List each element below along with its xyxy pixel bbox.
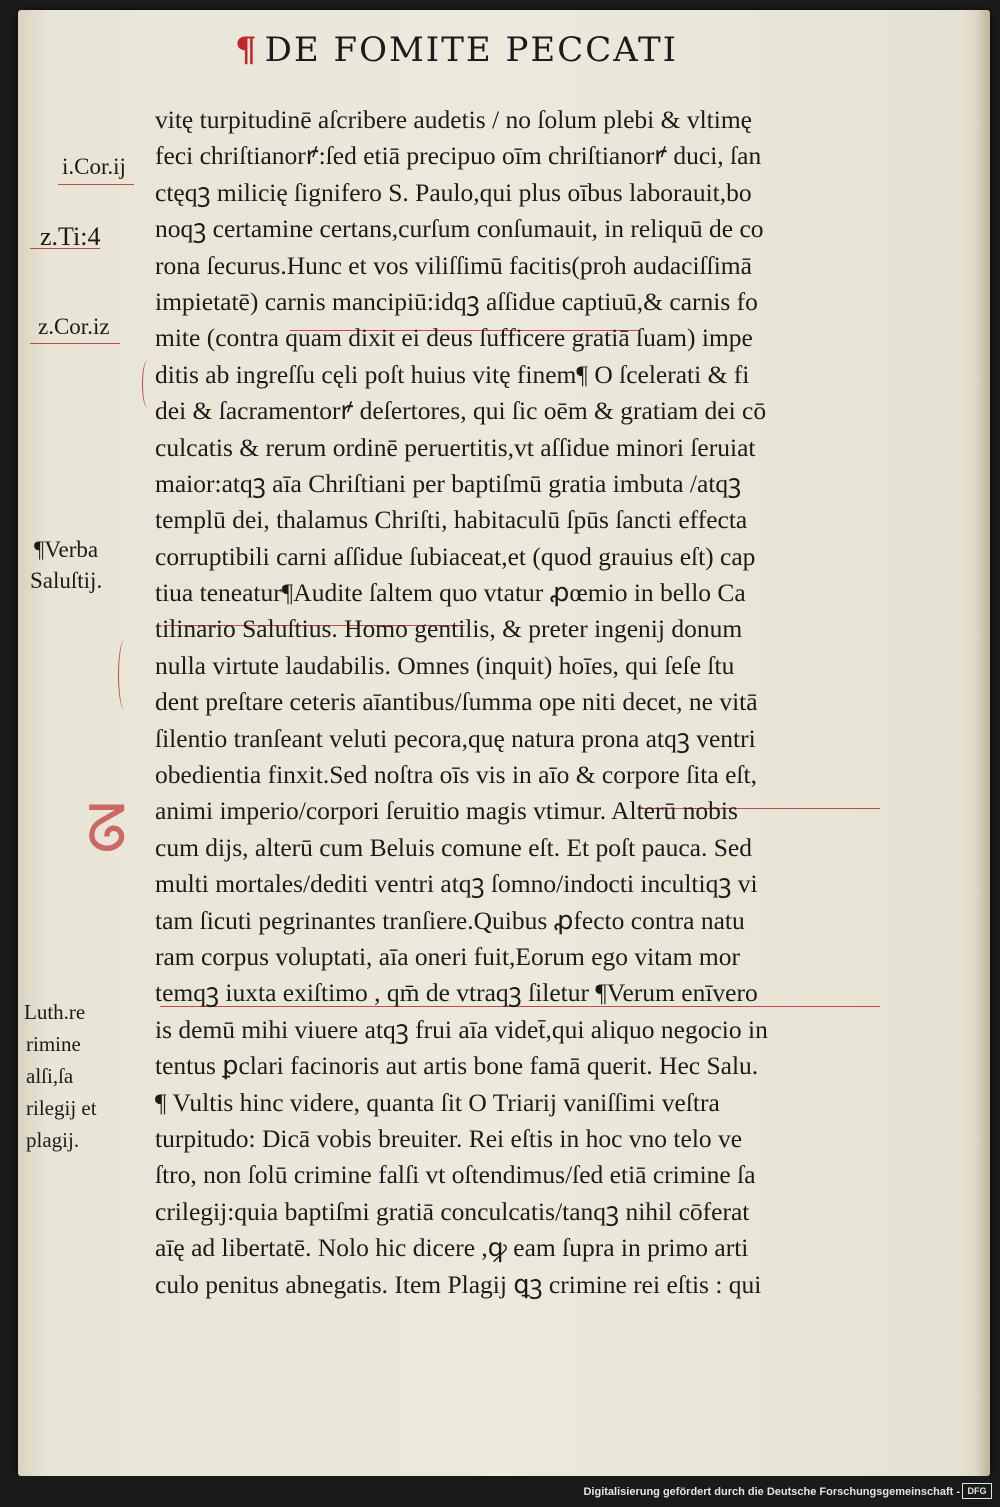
margin-note-cor-1: i.Cor.ij — [62, 154, 126, 179]
margin-note-luth: Luth.re — [24, 1000, 86, 1024]
text-line: tiua teneatur¶Audite ſaltem quo vtatur ꝓœmio in bello Ca — [155, 578, 746, 608]
dfg-logo: DFG — [962, 1483, 992, 1499]
text-line: multi mortales/dediti ventri atqꝫ ſomno/indocti incultiqꝫ vi — [155, 869, 758, 899]
footer-credit: Digitalisierung gefördert durch die Deutsche Forschungsgemeinschaft - — [583, 1486, 960, 1498]
text-line: tilinario Saluſtius. Homo gentilis, & preter ingenij donum — [155, 614, 743, 644]
text-line: ditis ab ingreſſu cęli poſt huius vitę finem¶ O ſcelerati & fi — [155, 359, 750, 389]
text-line: ¶ Vultis hinc videre, quanta ſit O Triarij vaniſſimi veſtra — [155, 1087, 720, 1117]
text-line: is demū mihi viuere atqꝫ frui aīa videt̄,qui aliquo negocio in — [155, 1014, 768, 1044]
text-line: turpitudo: Dicā vobis breuiter. Rei eſtis in hoc vno telo ve — [155, 1123, 743, 1153]
text-line: culcatis & rerum ordinē peruertitis,vt aſſidue minori ſeruiat — [155, 432, 756, 462]
footer-bar — [0, 1476, 1000, 1507]
text-line: aīę ad libertatē. Nolo hic dicere ,ꝙ eam ſupra in primo arti — [155, 1233, 749, 1263]
text-line: vitę turpitudinē aſcribere audetis / no ſolum plebi & vltimę — [155, 105, 752, 134]
text-line: obedientia finxit.Sed noſtra oīs vis in aīo & corpore ſita eſt, — [155, 760, 757, 790]
text-line: impietatē) carnis mancipiū:idqꝫ aſſidue captiuū,& carnis fo — [155, 286, 758, 316]
text-line: dei & ſacramentorꝵ deſertores, qui ſic oēm & gratiam dei cō — [155, 396, 767, 426]
text-line: ctęqꝫ milicię ſignifero S. Paulo,qui plus oībus laborauit,bo — [155, 177, 752, 207]
margin-note-verba: ¶Verba — [34, 537, 99, 562]
page-edge-shadow — [976, 10, 990, 1476]
text-line: ſilentio tranſeant veluti pecora,quę natura prona atqꝫ ventri — [155, 723, 756, 753]
text-line: corruptibili carni aſſidue ſubiaceat,et (quod grauius eſt) cap — [155, 541, 756, 571]
text-line: ſtro, non ſolū crimine falſi vt oſtendimus/ſed etiā crimine ſa — [155, 1160, 756, 1190]
text-line: cum dijs, alterū cum Beluis comune eſt. Et poſt pauca. Sed — [155, 832, 752, 862]
text-line: tentus ꝑclari facinoris aut artis bone famā querit. Hec Salu. — [155, 1051, 759, 1081]
text-line: dent preſtare ceteris aīantibus/ſumma ope niti decet, ne vitā — [155, 687, 758, 717]
rubric-underline — [30, 343, 120, 344]
text-line: animi imperio/corpori ſeruitio magis vtimur. Alterū nobis — [155, 796, 738, 826]
margin-note-plagij: plagij. — [26, 1128, 80, 1152]
text-line: feci chriſtianorꝵ:ſed etiā precipuo oīm chriſtianorꝵ duci, ſan — [155, 141, 762, 171]
text-line: noqꝫ certamine certans,curſum conſumauit, in reliquū de co — [155, 214, 764, 244]
body-text — [155, 102, 915, 1303]
margin-note-cor-2: z.Cor.iz — [38, 314, 110, 339]
text-line: templū dei, thalamus Chriſti, habitaculū ſpūs ſancti effecta — [155, 505, 748, 535]
margin-note-salustij: Saluſtij. — [30, 568, 103, 593]
text-line: ram corpus voluptati, aīa oneri fuit,Eorum ego vitam mor — [155, 941, 740, 971]
decorated-initial-s-icon: ᘔ — [86, 793, 128, 867]
rubric-underline — [58, 184, 134, 185]
margin-note-crimine: rimine — [26, 1032, 81, 1056]
text-line: tam ſicuti pegrinantes tranſiere.Quibus ꝓfecto contra natu — [155, 905, 745, 935]
rubric-bracket — [142, 360, 153, 408]
margin-note-sacrilegij: rilegij et — [26, 1096, 97, 1120]
text-line: rona ſecurus.Hunc et vos viliſſimū facitis(proh audaciſſimā — [155, 250, 752, 280]
header-pilcrow: ¶ — [235, 30, 259, 70]
text-line: mite (contra quam dixit ei deus ſufficere gratiā ſuam) impe — [155, 323, 753, 353]
margin-note-tim: z.Ti:4 — [40, 222, 101, 251]
rubric-underline — [30, 248, 100, 249]
text-line: nulla virtute laudabilis. Omnes (inquit) hoīes, qui ſeſe ſtu — [155, 650, 735, 680]
rubric-bracket — [118, 640, 131, 710]
page-header — [235, 30, 678, 70]
text-line: crilegij:quia baptiſmi gratiā conculcatis/tanqꝫ nihil cōferat — [155, 1196, 750, 1226]
text-line: culo penitus abnegatis. Item Plagij ꝗꝫ crimine rei eſtis : qui — [155, 1269, 762, 1299]
margin-note-falsi: alſi,ſa — [26, 1064, 74, 1088]
header-title: DE FOMITE PECCATI — [264, 30, 679, 70]
text-line: maior:atqꝫ aīa Chriſtiani per baptiſmū gratia imbuta /atqꝫ — [155, 468, 742, 498]
text-line: temqꝫ iuxta exiſtimo , qm̄ de vtraqꝫ ſiletur ¶Verum enīvero — [155, 978, 758, 1008]
